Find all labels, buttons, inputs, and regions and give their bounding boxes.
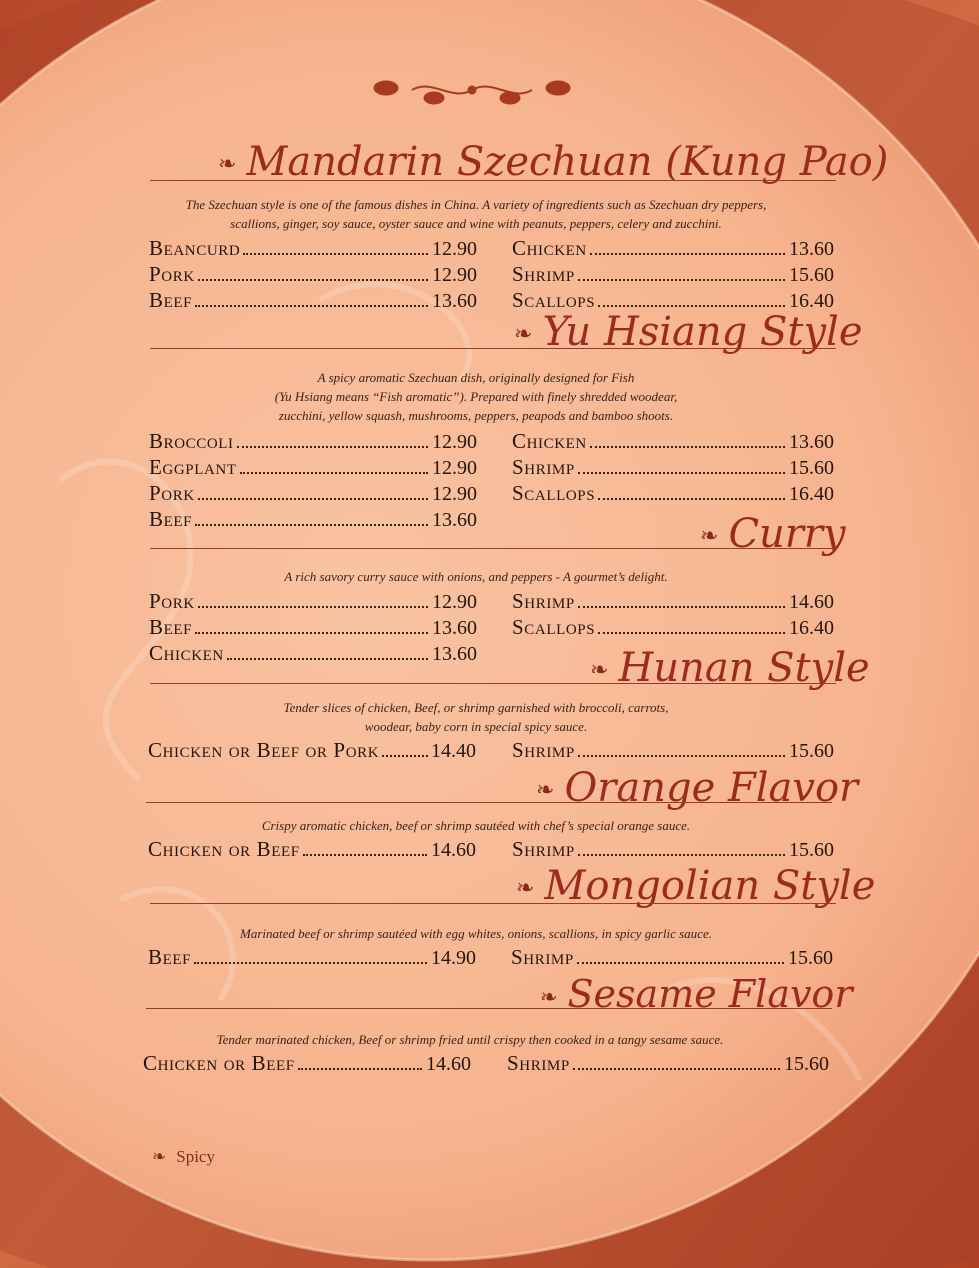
dot-leader [577, 962, 784, 964]
section-title-mongolian-style: ❧ Mongolian Style [516, 863, 876, 909]
menu-item [149, 236, 477, 261]
section-rule [146, 802, 832, 803]
item-price: 13.60 [432, 509, 477, 531]
dot-leader [598, 498, 785, 500]
spicy-leaf-icon: ❧ [700, 524, 719, 549]
dot-leader [195, 305, 428, 307]
item-name: Beef [149, 615, 193, 639]
chili-leaf-icon: ❧ [152, 1147, 167, 1166]
item-price: 14.90 [431, 947, 476, 969]
dot-leader [240, 472, 428, 474]
menu-item [512, 481, 834, 506]
item-price: 12.90 [432, 431, 477, 453]
section-description: A spicy aromatic Szechuan dish, originally designed for Fish (Yu Hsiang means “Fish aromatic”). Prepared with finely shredded woodear, zucchini, yellow squash, mushrooms, peppers, peapods and bamboo shoots. [274, 370, 678, 423]
dot-leader [578, 854, 785, 856]
item-name: Chicken or Beef [148, 837, 300, 861]
item-name: Eggplant [149, 455, 237, 479]
dot-leader [303, 854, 427, 856]
item-name: Beef [148, 945, 192, 969]
item-price: 15.60 [784, 1053, 829, 1075]
section-rule [146, 1008, 832, 1009]
scroll-ornament-icon [372, 74, 572, 110]
item-price: 14.40 [431, 740, 476, 762]
dot-leader [578, 472, 785, 474]
item-name: Shrimp [512, 589, 575, 613]
item-price: 13.60 [432, 617, 477, 639]
item-name: Chicken or Beef or Pork [148, 738, 380, 762]
spicy-leaf-icon: ❧ [590, 658, 609, 683]
section-title-hunan: ❧ Hunan Style [590, 645, 870, 691]
item-name: Chicken [512, 429, 587, 453]
section-description: Crispy aromatic chicken, beef or shrimp sautéed with chef’s special orange sauce. [261, 818, 691, 833]
menu-item [512, 837, 834, 862]
spicy-leaf-icon: ❧ [536, 778, 555, 803]
dot-leader [578, 606, 785, 608]
dot-leader [590, 253, 785, 255]
spicy-legend: ❧ Spicy [152, 1147, 215, 1166]
item-name: Scallops [512, 288, 596, 312]
menu-item [149, 615, 477, 640]
section-description: A rich savory curry sauce with onions, and peppers - A gourmet’s delight. [284, 569, 668, 584]
menu-item [512, 429, 834, 454]
item-price: 16.40 [789, 617, 834, 639]
menu-item [512, 738, 834, 763]
item-price: 14.60 [789, 591, 834, 613]
section-rule [150, 903, 836, 904]
item-price: 15.60 [789, 740, 834, 762]
dot-leader [598, 632, 785, 634]
menu-item [149, 507, 477, 532]
spicy-leaf-icon: ❧ [514, 322, 533, 347]
item-name: Pork [149, 589, 195, 613]
menu-item [148, 837, 476, 862]
item-price: 12.90 [432, 483, 477, 505]
item-price: 13.60 [432, 643, 477, 665]
item-name: Shrimp [512, 262, 575, 286]
item-price: 12.90 [432, 591, 477, 613]
section-rule [150, 683, 836, 684]
menu-item [149, 641, 477, 666]
spicy-leaf-icon: ❧ [516, 876, 535, 901]
menu-item [149, 288, 477, 313]
section-description: Tender slices of chicken, Beef, or shrimp garnished with broccoli, carrots, woodear, baby corn in special spicy sauce. [283, 700, 669, 734]
dot-leader [573, 1068, 780, 1070]
spicy-leaf-icon: ❧ [540, 985, 558, 1010]
item-name: Shrimp [507, 1051, 570, 1075]
menu-item [512, 236, 834, 261]
menu-item [143, 1051, 471, 1076]
item-name: Shrimp [511, 945, 574, 969]
menu-item [511, 945, 833, 970]
section-description: The Szechuan style is one of the famous dishes in China. A variety of ingredients such as Szechuan dry peppers, scallions, ginger, soy sauce, oyster sauce and wine with peanuts, peppers, celery and zucchini. [185, 197, 767, 231]
menu-item [149, 455, 477, 480]
menu-item [148, 738, 476, 763]
dot-leader [237, 446, 428, 448]
menu-item [507, 1051, 829, 1076]
item-name: Chicken [512, 236, 587, 260]
section-title-yu-hsiang: ❧ Yu Hsiang Style [514, 309, 863, 355]
item-price: 15.60 [789, 457, 834, 479]
menu-item [149, 429, 477, 454]
section-title-orange-flavor: ❧ Orange Flavor [536, 765, 859, 811]
section-description: Tender marinated chicken, Beef or shrimp fried until crispy then cooked in a tangy sesame sauce. [216, 1032, 724, 1047]
dot-leader [198, 279, 428, 281]
dot-leader [243, 253, 428, 255]
item-price: 12.90 [432, 457, 477, 479]
item-name: Beancurd [149, 236, 241, 260]
spicy-leaf-icon: ❧ [218, 152, 237, 177]
item-price: 15.60 [789, 264, 834, 286]
dot-leader [298, 1068, 422, 1070]
section-description: Marinated beef or shrimp sautéed with egg whites, onions, scallions, in spicy garlic sauce. [240, 926, 712, 941]
dot-leader [382, 755, 428, 757]
section-title-sesame-flavor: ❧ Sesame Flavor [540, 972, 853, 1016]
item-name: Pork [149, 481, 195, 505]
dot-leader [195, 632, 428, 634]
menu-item [512, 589, 834, 614]
item-price: 12.90 [432, 264, 477, 286]
menu-item [149, 262, 477, 287]
dot-leader [227, 658, 428, 660]
menu-item [512, 262, 834, 287]
section-rule [150, 180, 836, 181]
menu-item [512, 615, 834, 640]
item-price: 14.60 [431, 839, 476, 861]
item-price: 13.60 [789, 238, 834, 260]
section-rule [150, 548, 836, 549]
item-name: Shrimp [512, 738, 575, 762]
item-name: Chicken or Beef [143, 1051, 295, 1075]
item-price: 16.40 [789, 483, 834, 505]
menu-item [512, 455, 834, 480]
item-name: Pork [149, 262, 195, 286]
dot-leader [195, 524, 428, 526]
item-price: 15.60 [789, 839, 834, 861]
item-name: Scallops [512, 481, 596, 505]
dot-leader [578, 279, 785, 281]
item-name: Broccoli [149, 429, 234, 453]
dot-leader [578, 755, 785, 757]
item-price: 12.90 [432, 238, 477, 260]
menu-item [149, 481, 477, 506]
item-name: Chicken [149, 641, 224, 665]
section-title-curry: ❧ Curry [700, 511, 846, 557]
menu-item [149, 589, 477, 614]
menu-item [148, 945, 476, 970]
item-name: Shrimp [512, 455, 575, 479]
item-price: 13.60 [432, 290, 477, 312]
dot-leader [198, 498, 428, 500]
item-price: 13.60 [789, 431, 834, 453]
item-name: Beef [149, 288, 193, 312]
dot-leader [198, 606, 428, 608]
item-name: Beef [149, 507, 193, 531]
item-name: Scallops [512, 615, 596, 639]
item-price: 14.60 [426, 1053, 471, 1075]
item-name: Shrimp [512, 837, 575, 861]
dot-leader [194, 962, 427, 964]
dot-leader [598, 305, 785, 307]
section-title-mandarin-szechuan: ❧ Mandarin Szechuan (Kung Pao) [218, 139, 889, 185]
dot-leader [590, 446, 785, 448]
item-price: 15.60 [788, 947, 833, 969]
section-rule [150, 348, 836, 349]
item-price: 16.40 [789, 290, 834, 312]
